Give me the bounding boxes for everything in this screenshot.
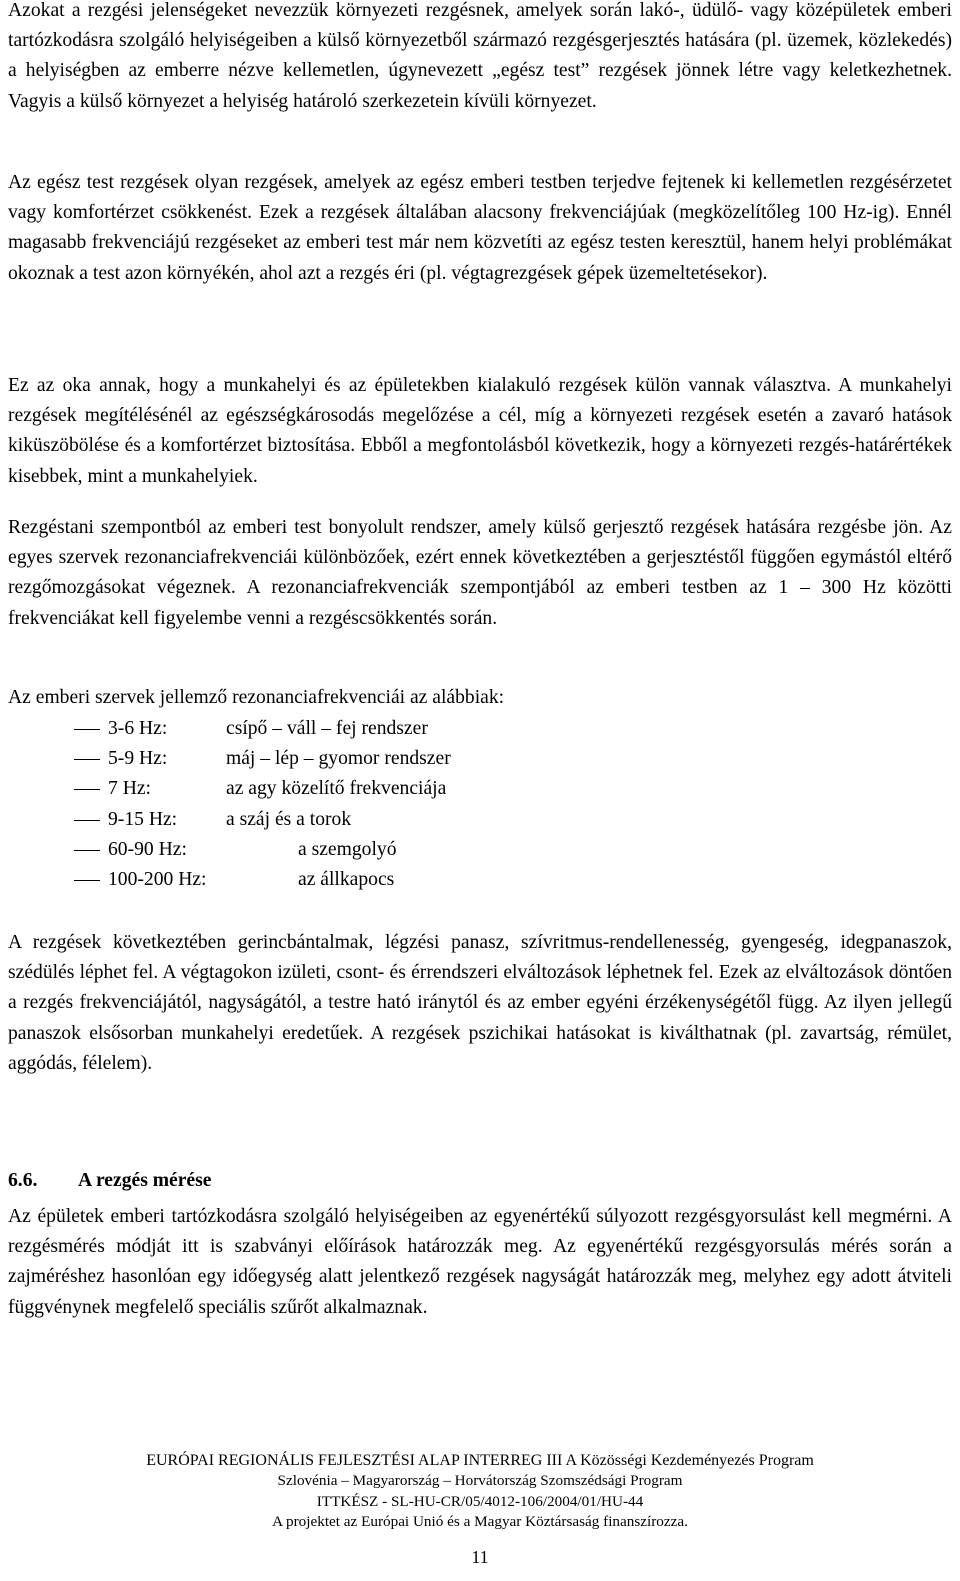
list-item-organ: csípő – váll – fej rendszer (226, 718, 428, 739)
footer-project-code: ITTKÉSZ - SL-HU-CR/05/4012-106/2004/01/HU-44 (316, 1492, 644, 1510)
list-item (8, 865, 952, 895)
dash-bullet-icon (74, 820, 100, 821)
dash-bullet-icon (74, 729, 100, 730)
footer-program-line: EURÓPAI REGIONÁLIS FEJLESZTÉSI ALAP INTERREG III A Közösségi Kezdeményezés Program (146, 1452, 814, 1469)
paragraph-measurement: Az épületek emberi tartózkodásra szolgáló helyiségeiben az egyenértékű súlyozott rezgésgyorsulást kell megmérni. A rezgésmérés módját itt is szabványi előírások határozzák meg. Az egyenértékű rezgésgyorsulás mérés során a zajméréshez hasonlóan egy időegység alatt jelentkező rezgések nagyságát határozzák meg, melyhez egy adott átviteli függvénynek megfelelő speciális szűrőt alkalmaznak. (8, 1206, 952, 1318)
page-number: 11 (471, 1547, 489, 1567)
section-number: 6.6. (8, 1170, 38, 1191)
list-item (8, 835, 952, 865)
list-item-organ: az állkapocs (298, 868, 395, 890)
list-item (8, 744, 952, 774)
list-item-organ: az agy közelítő frekvenciája (226, 778, 447, 800)
list-item-frequency: 5-9 Hz: (108, 748, 168, 770)
list-item-frequency: 7 Hz: (108, 778, 151, 800)
list-item-frequency: 100-200 Hz: (108, 868, 207, 890)
paragraph-workplace-vs-building: Ez az oka annak, hogy a munkahelyi és az épületekben kialakuló rezgések külön vannak választva. A munkahelyi rezgések megítélésénél az egészségkárosodás megelőzése a cél, míg a környezeti rezgések esetén a zavaró hatások kiküszöbölése és a komfortérzet biztosítása. Ebből a megfontolásból következik, hogy a környezeti rezgés-határértékek kisebbek, mint a munkahelyiek. (8, 375, 952, 487)
section-title: A rezgés mérése (78, 1170, 212, 1191)
dash-bullet-icon (74, 850, 100, 851)
footer-neighbourhood-line: Szlovénia – Magyarország – Horvátország Szomszédsági Program (277, 1472, 683, 1490)
list-item-frequency: 3-6 Hz: (108, 718, 168, 739)
dash-bullet-icon (74, 789, 100, 790)
paragraph-whole-body-vibration: Az egész test rezgések olyan rezgések, amelyek az egész emberi testben terjedve fejtenek ki kellemetlen rezgésérzetet vagy komfortérzet csökkenést. Ezek a rezgések általában alacsony frekvenciájúak (megközelítőleg 100 Hz-ig). Ennél magasabb frekvenciájú rezgéseket az emberi test már nem közvetíti az egész testen keresztül, hanem helyi problémákat okoznak a test azon környékén, ahol azt a rezgés éri (pl. végtagrezgések gépek üzemeltetésekor). (8, 172, 952, 284)
resonance-list (8, 714, 952, 895)
dash-bullet-icon (74, 880, 100, 881)
footer-funding-line: A projektet az Európai Unió és a Magyar Köztársaság finanszírozza. (272, 1513, 688, 1531)
list-item (8, 805, 952, 835)
page-footer (8, 1451, 952, 1533)
paragraph-environmental-vibration: Azokat a rezgési jelenségeket nevezzük környezeti rezgésnek, amelyek során lakó-, üdülő- vagy középületek emberi tartózkodásra szolgáló helyiségeiben a külső környezetből származó rezgésgerjesztés hatására (pl. üzemek, közlekedés) a helyiségben az emberre nézve kellemetlen, úgynevezett „egész test” rezgések jönnek létre vagy keletkezhetnek. Vagyis a külső környezet a helyiség határoló szerkezetein kívüli környezet. (8, 0, 952, 112)
dash-bullet-icon (74, 759, 100, 760)
list-item-organ: máj – lép – gyomor rendszer (226, 748, 451, 770)
paragraph-health-effects: A rezgések következtében gerincbántalmak, légzési panasz, szívritmus-rendellenesség, gyengeség, idegpanaszok, szédülés léphet fel. A végtagokon izületi, csont- és érrendszeri elváltozások léphetnek fel. Ezek az elváltozások döntően a rezgés frekvenciájától, nagyságától, a testre ható iránytól és az ember egyéni érzékenységétől függ. Az ilyen jellegű panaszok elsősorban munkahelyi eredetűek. A rezgések pszichikai hatásokat is kiválthatnak (pl. zavartság, rémület, aggódás, félelem). (8, 932, 952, 1074)
list-item (8, 714, 952, 744)
list-item-frequency: 60-90 Hz: (108, 838, 187, 860)
list-item-frequency: 9-15 Hz: (108, 808, 178, 830)
list-item (8, 774, 952, 804)
list-intro: Az emberi szervek jellemző rezonanciafrekvenciái az alábbiak: (8, 687, 505, 708)
list-item-organ: a száj és a torok (226, 808, 352, 830)
paragraph-resonance: Rezgéstani szempontból az emberi test bonyolult rendszer, amely külső gerjesztő rezgések hatására rezgésbe jön. Az egyes szervek rezonanciafrekvenciái különbözőek, ezért ennek következtében a gerjesztéstől függően egymástól eltérő rezgőmozgásokat végeznek. A rezonanciafrekvenciák szempontjából az emberi testben az 1 – 300 Hz közötti frekvenciákat kell figyelembe venni a rezgéscsökkentés során. (8, 517, 952, 629)
list-item-organ: a szemgolyó (298, 838, 397, 860)
